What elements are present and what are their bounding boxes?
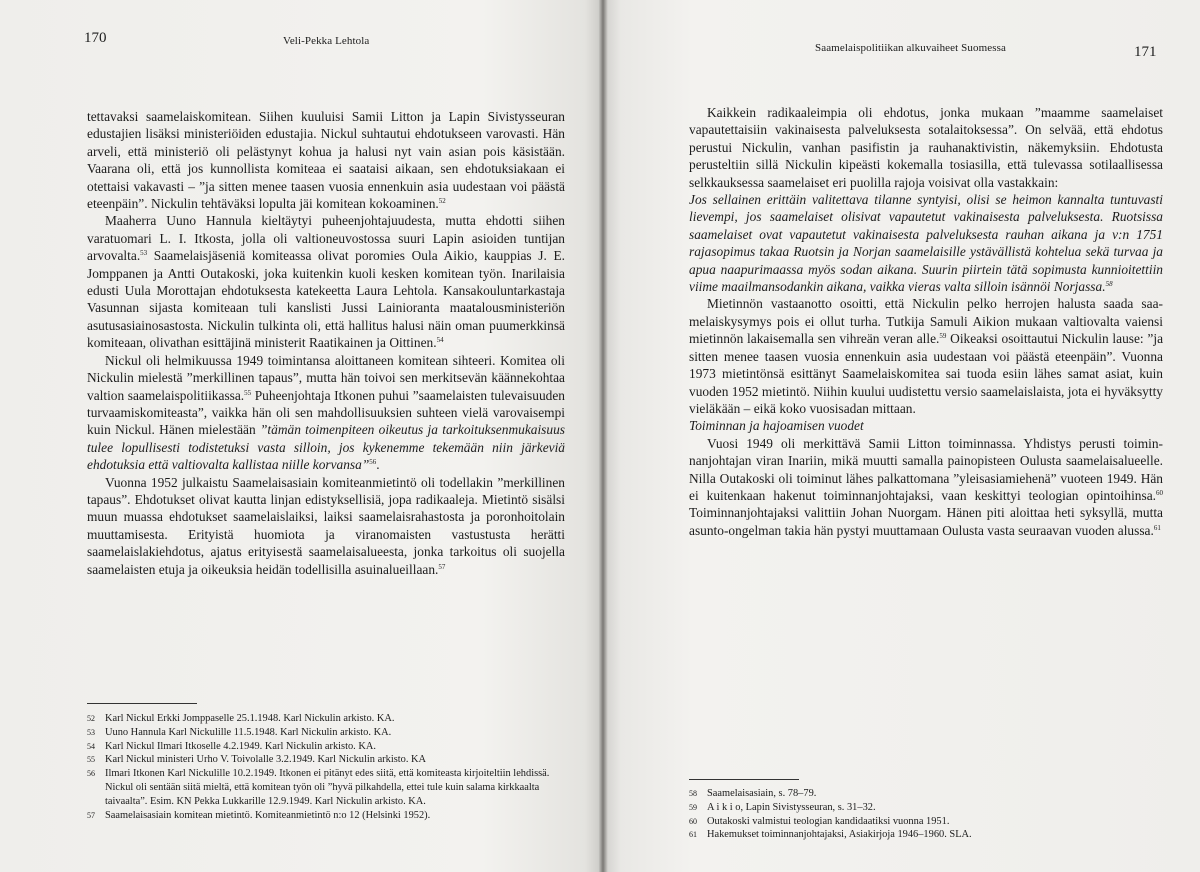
footnote-text: A i k i o, Lapin Sivistysseuran, s. 31–32. [707, 801, 876, 813]
footnote [87, 753, 565, 767]
left-page-number: 170 [84, 30, 107, 46]
left-body-text [87, 108, 565, 578]
right-page [603, 0, 1200, 872]
footnote-text: Karl Nickul Ilmari Itkoselle 4.2.1949. Karl Nickulin arkisto. KA. [105, 740, 376, 752]
footnote [87, 767, 565, 808]
right-page-number: 171 [1134, 44, 1157, 60]
paragraph: Vuosi 1949 oli merkittävä Samii Litton toiminnassa. Yhdistys perusti toiminnanjohtajan viran Inariin, mikä muutti samalla painopisteen Oulusta saamelaisalueelle. Nilla Outakoski oli toiminut lähes palkattomana ”yleisasiamiehenä” vuoteen 1949. Hän ei kuitenkaan hakenut toiminnanjohtajaksi, vaan keskittyi teologian opintoihinsa.$^{60}$ Toiminnanjohtajaksi valittiin Johan Nuorgam. Hänen piti aloittaa heti syksyllä, mutta asunto-ongelman takia hän pystyi muuttamaan Oulusta vasta seuraavan vuoden alussa.$^{61}$ [689, 435, 1163, 538]
footnote [689, 801, 1163, 815]
footnote-number: 52 [87, 714, 95, 723]
section-subheading: Toiminnan ja hajoamisen vuodet [689, 418, 864, 434]
footnote-text: Hakemukset toiminnanjohtajaksi, Asiakirjoja 1946–1960. SLA. [707, 829, 972, 841]
footnote-text: Saamelaisasiain, s. 78–79. [707, 788, 817, 799]
paragraph: Vuonna 1952 julkaistu Saamelaisasiain komiteanmietintö oli todellakin ”merkillinen tapaus”. Ehdotukset olivat kautta linjan edistyksellisiä, jopa radikaaleja. Mietintö sisälsi muun muassa ehdotukset saamelaislaiksi, laiksi saamelaisrahastosta ja poronhoitolain muuttamisesta. Erityistä huomiota ja viranomaisten vastustusta herätti saamelaislakiehdotus, ajatus erityisestä saamelaisalueesta, jonka tarkoitus oli suojella saamelaisten etuja ja oikeuksia heidän todellisilla asuinalueillaan.$^{57}$ [87, 474, 565, 577]
quote-note-ref: 58 [1105, 280, 1113, 289]
block-quote: Jos sellainen erittäin valitettava tilanne syntyisi, olisi se heimon kannalta tuntuvasti lievempi, jos saamelaiset olisivat vapautetut vakinaisesta palveluksesta. Ruotsissa saamelaiset ovat vapautetut vakinaisesta palveluksesta rauhan aikana ja v:n 1751 rajasopimus takaa Ruotsin ja Norjan saamelaisille ystävällistä kohtelua sekä turvaa ja apua naapurimaassa myös sodan aikana. Suurin piirtein tätä sopimusta kunnioitettiin viime maailmansodankin aikana, vaikka vieras valta silloin isännöi Norjassa.$^{58}$ [689, 192, 1163, 295]
footnote-number: 53 [87, 727, 95, 737]
left-footnotes [87, 712, 565, 822]
footnote-number: 59 [689, 802, 697, 812]
footnote [87, 726, 565, 740]
footnote-text: Karl Nickul ministeri Urho V. Toivolalle 3.2.1949. Karl Nickulin arkisto. KA [105, 754, 427, 766]
footnote [87, 809, 565, 823]
paragraph: Maaherra Uuno Hannula kieltäytyi puheenjohtajuudesta, mutta ehdotti siihen varatuomari L. I. Itkosta, jolla oli valtioneuvostossa suuri Lapin asioiden tuntijan arvovalta.$^{53}$ Saamelaisjäseniä komiteassa olivat poromies Oula Aikio, kauppias J. E. Jomppanen ja Antti Outakoski, joka kuitenkin kuoli kesken komitean työn. Inarilaisia edusti Uula Morottajan ehdotuksesta katekeetta Laura Lehtola. Kansakouluntarkastaja Vasunnan sijasta komiteaan tuli kanslisti Jussi Lainioranta maatalousministeriön asutusasiainosastosta. Nickulin tulkinta oli, että hallitus halusi näin oman puumerkkinsä komiteaan, olivathan esittäjinä ministerit Raatikainen ja Oittinen.$^{54}$ [87, 213, 565, 351]
footnote [689, 815, 1163, 829]
footnote-number: 57 [87, 810, 95, 820]
right-body-text [689, 104, 1163, 539]
footnote-text: Saamelaisasiain komitean mietintö. Komiteanmietintö n:o 12 (Helsinki 1952). [105, 809, 431, 821]
paragraph: Nickul oli helmikuussa 1949 toimintansa aloittaneen komitean sihteeri. Komitea oli Nickulin mielestä ”merkillinen tapaus”, mutta hän toivoi sen merkitsevän käännekohtaa valtion saamelaispolitiikassa.$^{55}$ Puheenjohtaja Itkonen puhui ”saamelaisten tulevaisuuden turvaamiskomiteasta”, vaikka hän oli sen mahdollisuuksien suhteen vielä varovaisempi kuin Nickul. Hänen mielestään ”tämän toimenpiteen oikeutus ja tarkoituksenmukaisuus tulee lopullisesti todistetuksi vasta silloin, jos kykenemme tekemään niin järkeviä ehdotuksia että valtiovalta kallistaa niille korvansa”$^{56}$. [87, 352, 565, 473]
right-footnotes [689, 787, 1163, 842]
footnote-text: Outakoski valmistui teologian kandidaatiksi vuonna 1951. [707, 815, 950, 827]
footnote-text: Uuno Hannula Karl Nickulille 11.5.1948. Karl Nickulin arkisto. KA. [105, 726, 392, 738]
footnote [689, 828, 1163, 842]
book-gutter [598, 0, 608, 872]
left-footnote-rule [87, 703, 197, 704]
paragraph: Mietinnön vastaanotto osoitti, että Nickulin pelko herrojen halusta saada saamelaiskysymys pois ei ollut turha. Tutkija Samuli Aikion mukaan valtiovalta vaiensi mietinnön lakaisemalla sen vihreän veran alle.$^{59}$ Oikeaksi osoittautui Nickulin lause: ”ja sitten menee taasen vuosia ennenkuin asia uudestaan voi päästä eteenpäin”. Vuonna 1973 mietintönsä esittänyt Saamelaiskomitea sai tuoda esiin lähes samat asiat, kuin vuoden 1952 mietintö. Niihin kuului uudistettu versio saamelaislaista, jota ei hyväksytty vieläkään – eikä koko vuosisadan mittaan. [689, 296, 1164, 416]
footnote-text: Karl Nickul Erkki Jomppaselle 25.1.1948. Karl Nickulin arkisto. KA. [105, 713, 395, 724]
footnote-number: 58 [689, 789, 697, 798]
paragraph: Kaikkein radikaaleimpia oli ehdotus, jonka mukaan ”maamme saamelaiset vapautettaisiin vakinaisesta palveluksesta sotalaitoksessa”. On selvää, että ehdotus perustui Nickulin, vanhan pasifistin ja rauhanaktivistin, näkemyksiin. Ehdotusta perusteltiin sillä Nickulin kipeästi kokemalla tosiasilla, että tulevassa sotilaallisessa selkkauksessa saamelaiset eri puolilla rajoja voisivat olla vastakkain: [689, 105, 1163, 190]
footnote-number: 55 [87, 755, 95, 765]
footnote-text: Ilmari Itkonen Karl Nickulille 10.2.1949. Itkonen ei pitänyt edes siitä, että komiteasta kirjoiteltiin lehdissä. Nickul oli sentään siitä mieltä, että komitean työn oli ”hyvä pilkahdella, ettei tule kuin salama kirkkaalta taivaalta”. Esim. KN Pekka Lukkarille 12.9.1949. Karl Nickulin arkisto. KA. [105, 768, 550, 807]
left-running-head: Veli-Pekka Lehtola [283, 35, 370, 47]
footnote [87, 712, 565, 726]
paragraph: tettavaksi saamelaiskomitean. Siihen kuuluisi Samii Litton ja Lapin Sivistysseuran edustajien lisäksi ministeriöiden edustajia. Nickul suhtautui ehdotukseen varovasti. Hän arveli, että ministeriö oli pelästynyt kohua ja halusi nyt vain asian pois käsistään. Vaarana oli, että jos kunnollista komiteaa ei saataisi aikaan, sen ehdotuksiakaan ei otettaisi vakavasti – ”ja sitten menee taasen vuosia ennenkuin asia uudestaan voi päästä eteenpäin”. Nickulin tehtäväksi lopulta jäi komitean kokoaminen.$^{52}$ [87, 109, 565, 212]
footnote-number: 61 [689, 830, 697, 840]
right-footnote-rule [689, 779, 799, 780]
right-running-head: Saamelaispolitiikan alkuvaiheet Suomessa [815, 42, 1006, 54]
footnote-number: 60 [689, 816, 697, 826]
footnote-number: 56 [87, 769, 95, 779]
footnote-number: 54 [87, 741, 95, 751]
footnote [689, 787, 1163, 801]
footnote [87, 740, 565, 754]
